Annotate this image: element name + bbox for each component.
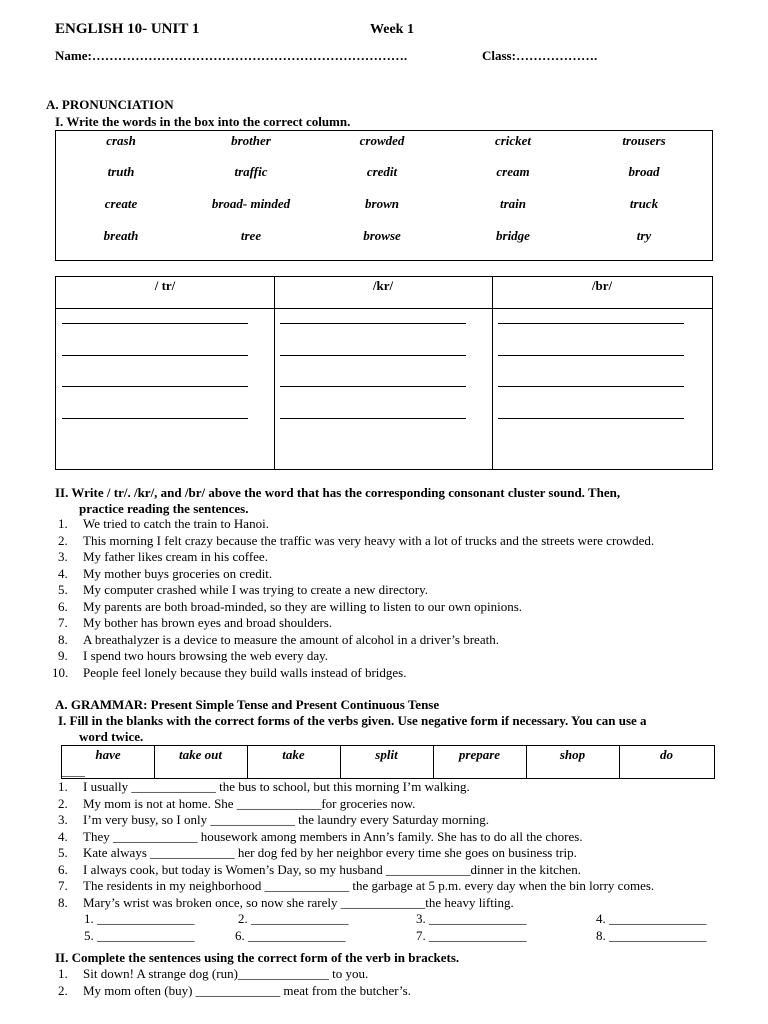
- word: create: [104, 196, 138, 211]
- word: truth: [107, 164, 135, 179]
- grammar-task2-title: II. Complete the sentences using the correct form of the verb in brackets.: [55, 950, 460, 965]
- list-item[interactable]: 6. I always cook, but today is Women’s Day, so my husband _____________dinner in the kitchen.: [58, 861, 581, 877]
- list-item: 9. I spend two hours browsing the web every day.: [58, 648, 329, 663]
- word: trousers: [622, 133, 666, 148]
- word: bridge: [496, 228, 530, 243]
- answer-line[interactable]: [498, 355, 684, 356]
- verb-cell: split: [340, 746, 434, 778]
- verb-cell: prepare: [433, 746, 527, 778]
- grammar-sentences: [58, 779, 654, 911]
- task2-title-line2: practice reading the sentences.: [79, 501, 249, 516]
- word: train: [499, 196, 526, 211]
- word: browse: [363, 228, 401, 243]
- verb-cell: take out: [154, 746, 248, 778]
- answer-blank-6[interactable]: 6. _______________: [235, 928, 346, 943]
- verb-cell: have: [62, 746, 155, 778]
- answer-line[interactable]: [498, 418, 684, 419]
- answer-blank-3[interactable]: 3. _______________: [416, 911, 527, 926]
- answer-blank-4[interactable]: 4. _______________: [596, 911, 707, 926]
- answer-line[interactable]: [498, 323, 684, 324]
- answer-line[interactable]: [280, 323, 466, 324]
- word: crash: [106, 133, 136, 148]
- list-item: 2. This morning I felt crazy because the traffic was very heavy with a lot of trucks and the streets were crowded.: [58, 532, 655, 548]
- column-header-tr: / tr/: [56, 277, 274, 309]
- list-item: 3. My father likes cream in his coffee.: [58, 549, 268, 564]
- word: breath: [103, 228, 139, 243]
- table-stub: ____: [61, 764, 85, 778]
- grammar-task1-title-line2: word twice.: [79, 729, 144, 744]
- list-item: 5. My computer crashed while I was trying to create a new directory.: [58, 582, 428, 597]
- list-item[interactable]: 1. Sit down! A strange dog (run)______________ to you.: [58, 966, 369, 981]
- verb-cell: do: [660, 747, 673, 762]
- answer-line[interactable]: [62, 418, 248, 419]
- answer-line[interactable]: [62, 386, 248, 387]
- answer-line[interactable]: [62, 355, 248, 356]
- list-item: 6. My parents are both broad-minded, so they are willing to listen to our own opinions.: [58, 598, 523, 614]
- word: try: [636, 228, 652, 243]
- column-divider: [492, 277, 493, 469]
- answer-blank-8[interactable]: 8. _______________: [596, 928, 707, 943]
- answer-line[interactable]: [280, 418, 466, 419]
- answer-line[interactable]: [498, 386, 684, 387]
- list-item: 1. We tried to catch the train to Hanoi.: [58, 516, 269, 531]
- list-item[interactable]: 2. My mom often (buy) _____________ meat from the butcher’s.: [58, 982, 411, 998]
- answer-blank-5[interactable]: 5. _______________: [84, 928, 195, 943]
- column-divider: [274, 277, 275, 469]
- list-item: 7. My bother has brown eyes and broad shoulders.: [58, 615, 333, 630]
- list-item[interactable]: 7. The residents in my neighborhood _____________ the garbage at 5 p.m. every day when the bin lorry comes.: [58, 878, 655, 893]
- pronunciation-sentences: [52, 516, 655, 681]
- answer-line[interactable]: [280, 386, 466, 387]
- list-item[interactable]: 5. Kate always _____________ her dog fed by her neighbor every time she goes on business trip.: [58, 845, 577, 860]
- word: brother: [231, 133, 271, 148]
- grammar-task1-title-line1: I. Fill in the blanks with the correct forms of the verbs given. Use negative form if necessary. You can use a: [58, 713, 647, 728]
- list-item: 8. A breathalyzer is a device to measure the amount of alcohol in a driver’s breath.: [58, 631, 499, 647]
- word-box: [55, 130, 713, 261]
- word: tree: [240, 228, 262, 243]
- answer-blank-2[interactable]: 2. _______________: [238, 911, 349, 926]
- sound-columns-table: [55, 276, 713, 470]
- task2-title-line1: II. Write / tr/. /kr/, and /br/ above the word that has the corresponding consonant cluster sound. Then,: [55, 485, 621, 500]
- pronunciation-heading: A. PRONUNCIATION: [46, 97, 174, 112]
- task1-title: I. Write the words in the box into the correct column.: [55, 114, 351, 129]
- week-label: Week 1: [370, 22, 414, 37]
- word: credit: [366, 164, 398, 179]
- word: broad: [628, 164, 660, 179]
- grammar-task2-sentences: [58, 966, 411, 999]
- class-field[interactable]: Class:……………….: [482, 48, 598, 63]
- verb-cell: take: [247, 746, 341, 778]
- verb-box: [61, 745, 715, 779]
- answer-blank-1[interactable]: 1. _______________: [84, 911, 195, 926]
- answer-blank-7[interactable]: 7. _______________: [416, 928, 527, 943]
- list-item: 10. People feel lonely because they build walls instead of bridges.: [52, 664, 407, 680]
- list-item[interactable]: 1. I usually _____________ the bus to school, but this morning I’m walking.: [58, 779, 470, 794]
- column-header-kr: /kr/: [274, 277, 492, 309]
- list-item[interactable]: 3. I’m very busy, so I only _____________ the laundry every Saturday morning.: [58, 812, 490, 827]
- answer-line[interactable]: [280, 355, 466, 356]
- word: truck: [629, 196, 659, 211]
- word: crowded: [359, 133, 405, 148]
- column-header-br: /br/: [492, 277, 712, 309]
- list-item[interactable]: 4. They _____________ housework among members in Ann’s family. She has to do all the chores.: [58, 828, 583, 844]
- verb-cell: shop: [526, 746, 620, 778]
- name-field[interactable]: Name:……………………………………………………………….: [55, 48, 408, 63]
- word: cream: [496, 164, 530, 179]
- grammar-heading: A. GRAMMAR: Present Simple Tense and Present Continuous Tense: [55, 697, 440, 712]
- word: traffic: [234, 164, 268, 179]
- word: cricket: [494, 133, 532, 148]
- word: broad- minded: [211, 196, 291, 211]
- answer-line[interactable]: [62, 323, 248, 324]
- worksheet-title: ENGLISH 10- UNIT 1: [55, 21, 200, 37]
- list-item[interactable]: 2. My mom is not at home. She _____________for groceries now.: [58, 795, 416, 811]
- list-item: 4. My mother buys groceries on credit.: [58, 565, 273, 581]
- word: brown: [365, 196, 399, 211]
- list-item[interactable]: 8. Mary’s wrist was broken once, so now she rarely _____________the heavy lifting.: [58, 894, 514, 910]
